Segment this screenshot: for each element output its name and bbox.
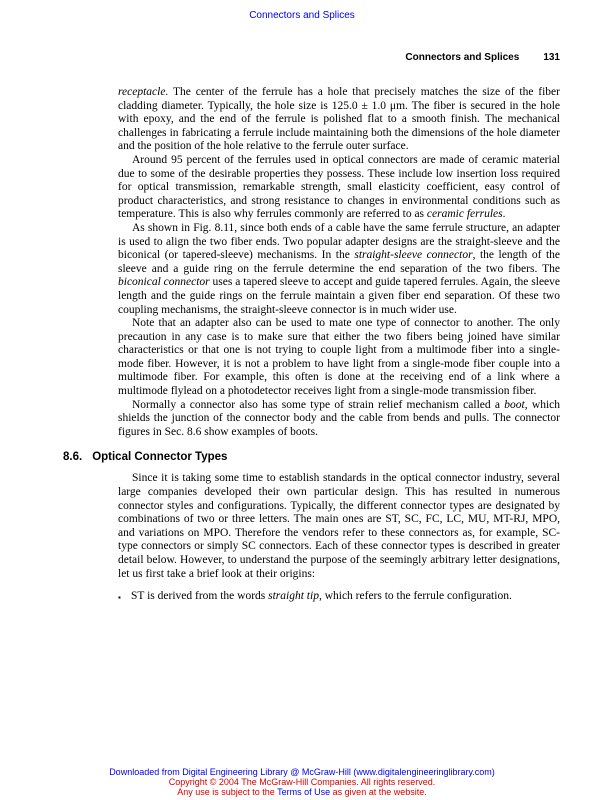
footer (0, 767, 604, 797)
italic-text: straight tip (268, 590, 319, 603)
body-text: uses a tapered sleeve to accept and guide tapered ferrules. Again, the sleeve length and the guide rings on the ferrule maintain a given fiber end separation. Of these two coupling mechanisms, the straight-sleeve connector is in much wider use. (118, 276, 561, 316)
footer-copyright: Copyright © 2004 The McGraw-Hill Companies. All rights reserved. (168, 777, 436, 787)
bullet-marker-icon: ▪ (118, 593, 121, 603)
running-head (405, 52, 560, 63)
paragraph (118, 317, 560, 399)
paragraph (118, 399, 560, 440)
section-heading (63, 451, 560, 463)
footer-download-link[interactable]: Downloaded from Digital Engineering Library @ McGraw-Hill (www.digitalengineeringlibrary.com) (109, 767, 495, 777)
footer-terms-post: as given at the website. (330, 787, 427, 797)
paragraph (118, 472, 560, 581)
italic-text: straight-sleeve connector (354, 249, 473, 262)
body-text: , which refers to the ferrule configuration. (318, 590, 512, 603)
paragraph (118, 222, 560, 317)
section-number: 8.6. (63, 451, 83, 464)
body-text: . (502, 208, 506, 221)
italic-text: receptacle. (118, 86, 169, 98)
italic-text: boot (504, 398, 525, 411)
terms-of-use-link[interactable]: Terms of Use (277, 787, 331, 797)
body-text: Note that an adapter also can be used to mate one type of connector to another. The only precaution in any case is to make sure that either the two fibers being joined have similar characteristics or that one is not trying to couple light from a multimode fiber into a single-mode fiber. However, it is not a problem to have light from a single-mode fiber couple into a multimode fiber. For example, this often is done at the receiving end of a link where a multimode flylead on a photodetector receives light from a single-mode transmission fiber. (118, 317, 560, 398)
section-title: Optical Connector Types (92, 451, 228, 464)
body-text: , the length of the sleeve and a guide ring on the ferrule determine the end separation of the two fibers. The (118, 249, 560, 275)
body-text: ST is derived from the words (131, 590, 269, 603)
page-number: 131 (543, 52, 560, 63)
content (63, 86, 560, 604)
body-text: Normally a connector also has some type of strain relief mechanism called a (132, 398, 505, 411)
footer-terms-line (0, 787, 604, 797)
body-text: As shown in Fig. 8.11, since both ends of a cable have the same ferrule structure, an adapter is used to align the two fiber ends. Two popular adapter designs are the straight-sleeve and the biconical (or tapered-sleeve) mechanisms. In the (118, 221, 560, 262)
body-text: Since it is taking some time to establish standards in the optical connector industry, several large companies developed their own particular design. This has resulted in numerous connector styles and configurations. Typically, the different connector types are designated by combinations of two or three letters. The main ones are ST, SC, FC, LC, MU, MT-RJ, MPO, and variations on MPO. Therefore the vendors refer to these connectors as, for example, SC-type connectors or simply SC connectors. Each of these connector types is described in greater detail below. However, to understand the purpose of the seemingly arbitrary letter designations, let us first take a brief look at their origins: (118, 472, 560, 580)
paragraph (118, 86, 560, 154)
running-head-title: Connectors and Splices (405, 52, 520, 63)
body-text: Around 95 percent of the ferrules used in optical connectors are made of ceramic material due to some of the desirable properties they possess. These include low insertion loss required for optical transmission, remarkable strength, small elasticity coefficient, easy control of product characteristics, and strong resistance to changes in environmental conditions such as temperature. This is also why ferrules commonly are referred to as (118, 153, 560, 221)
body-text: The center of the ferrule has a hole that precisely matches the size of the fiber cladding diameter. Typically, the hole size is 125.0 ± 1.0 μm. The fiber is secured in the hole with epoxy, and the end of the ferrule is polished flat to a smooth finish. The mechanical challenges in fabricating a ferrule include maintaining both the dimensions of the hole diameter and the position of the hole relative to the ferrule outer surface. (118, 86, 560, 153)
italic-text: ceramic ferrules (426, 208, 503, 221)
body-text: , which shields the junction of the connector body and the cable from bends and pulls. The connector figures in Sec. 8.6 show examples of boots. (118, 398, 561, 438)
italic-text: biconical connector (118, 276, 210, 289)
footer-terms-pre: Any use is subject to the (177, 787, 278, 797)
chapter-bookmark-link[interactable]: Connectors and Splices (249, 10, 355, 21)
paragraph (118, 154, 560, 222)
bullet-item (118, 590, 560, 604)
